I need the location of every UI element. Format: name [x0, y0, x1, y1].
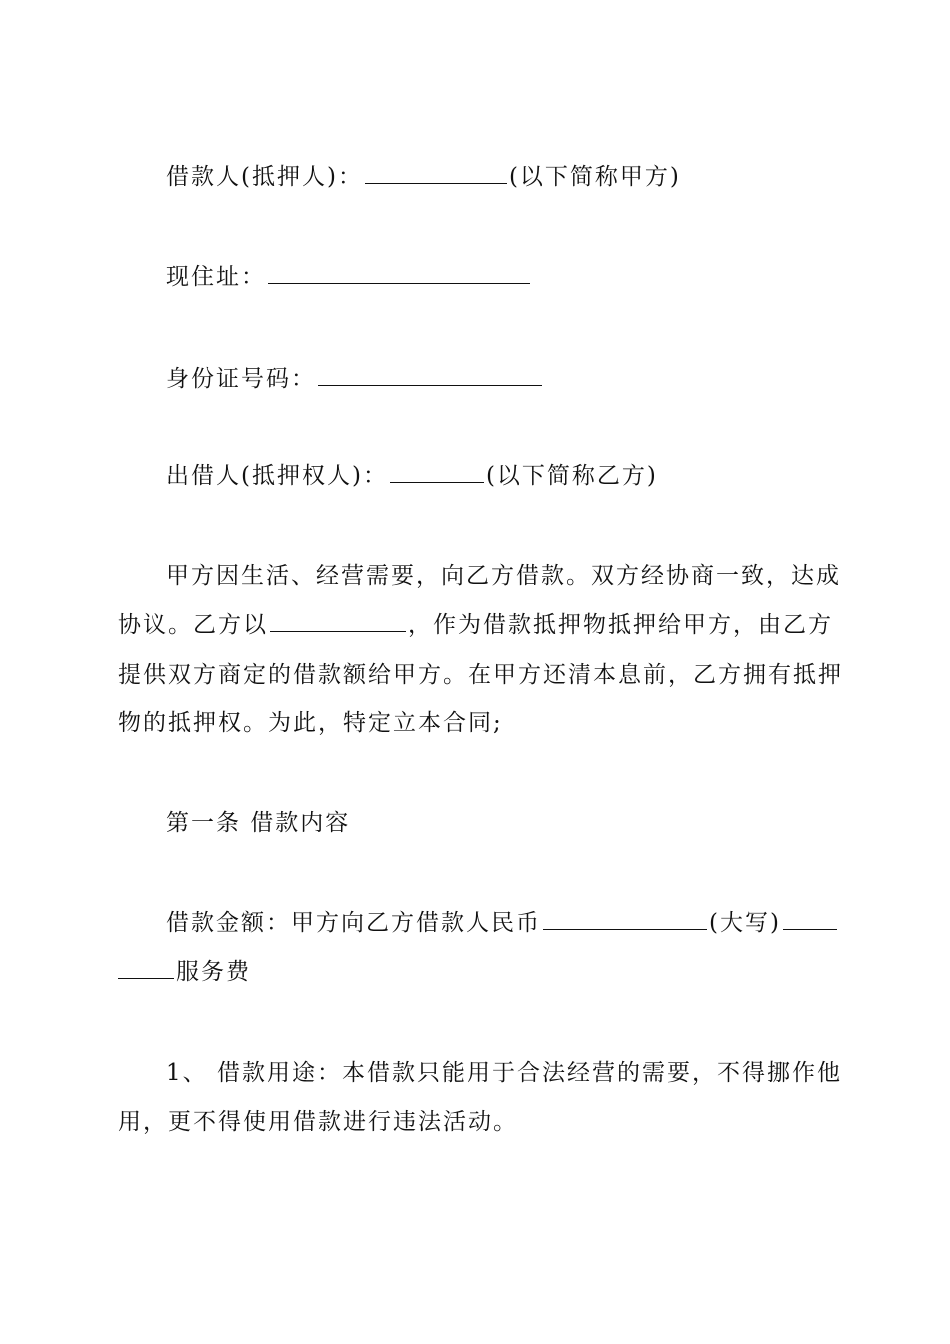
amount-capital-blank[interactable]	[783, 909, 837, 930]
lender-suffix: (以下简称乙方)	[485, 463, 658, 489]
intro-line-1: 甲方因生活、经营需要，向乙方借款。双方经协商一致，达成	[166, 563, 841, 589]
amount-capital-blank-cont[interactable]	[118, 958, 174, 979]
address-line	[118, 262, 882, 292]
amount-capital-label: (大写)	[709, 910, 781, 936]
lender-blank[interactable]	[390, 462, 484, 483]
intro-line-2b: ，作为借款抵押物抵押给甲方，由乙方	[408, 612, 833, 638]
article-1-title: 第一条 借款内容	[166, 810, 351, 836]
intro-line-2a: 协议。乙方以	[118, 612, 268, 638]
amount-label: 借款金额：甲方向乙方借款人民币	[166, 910, 541, 936]
purpose-line-1: 1、 借款用途：本借款只能用于合法经营的需要，不得挪作他	[166, 1060, 842, 1086]
amount-line-1	[118, 908, 882, 938]
borrower-suffix: (以下简称甲方)	[508, 164, 681, 190]
id-blank[interactable]	[318, 365, 542, 386]
borrower-label: 借款人(抵押人)：	[166, 164, 363, 190]
intro-line-4: 物的抵押权。为此，特定立本合同;	[118, 710, 503, 736]
purpose-line-2: 用，更不得使用借款进行违法活动。	[118, 1109, 518, 1135]
lender-label: 出借人(抵押权人)：	[166, 463, 388, 489]
amount-fee-label: 服务费	[176, 959, 251, 985]
borrower-line	[118, 162, 882, 192]
amount-line-2	[118, 957, 834, 987]
id-line	[118, 364, 882, 394]
amount-blank[interactable]	[543, 909, 707, 930]
intro-line-2	[118, 610, 834, 640]
lender-line	[118, 461, 882, 491]
address-label: 现住址：	[166, 264, 266, 290]
borrower-blank[interactable]	[365, 163, 507, 184]
intro-line-3: 提供双方商定的借款额给甲方。在甲方还清本息前，乙方拥有抵押	[118, 662, 843, 688]
id-label: 身份证号码：	[166, 366, 316, 392]
collateral-blank[interactable]	[270, 611, 406, 632]
address-blank[interactable]	[268, 263, 530, 284]
